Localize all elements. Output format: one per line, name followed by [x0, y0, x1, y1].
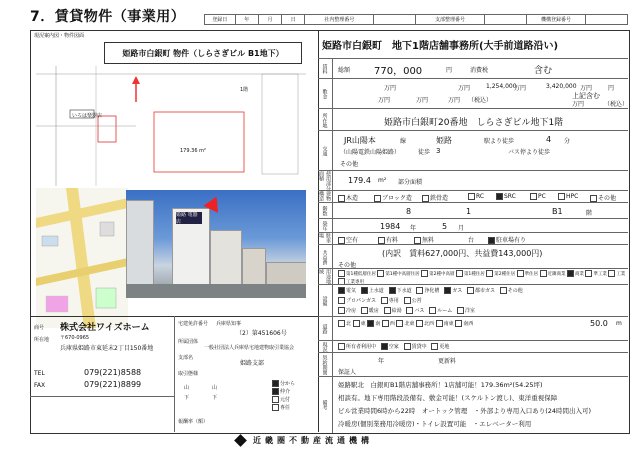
year-row	[318, 218, 628, 233]
reg-year: 年	[235, 14, 258, 25]
tax-value: 含む	[534, 66, 553, 76]
building-photo	[126, 190, 306, 298]
walk-unit: 分	[564, 138, 571, 145]
row2-tax-2: （税込）	[604, 101, 629, 108]
struct-rc: RC	[476, 193, 485, 200]
reg-branch: 支部整理番号	[415, 14, 484, 25]
registration-bar	[204, 14, 628, 25]
assoc-name: 一般社団法人兵庫県宅地建物取引業協会	[204, 345, 295, 351]
license-label: 宅建免許番号	[178, 321, 209, 327]
train-line-2: （山陽電鉄山陽姫路）	[340, 149, 401, 156]
rent-amount: 770，000	[374, 66, 423, 77]
area-unit: m²	[378, 177, 387, 184]
property-title: 姫路市白銀町 地下1階店舗事務所(大手前道路沿い)	[322, 41, 559, 52]
contract-label: 契約期間	[318, 353, 333, 377]
common-breakdown: (内訳 賃料627,000円、共益費143,000円)	[382, 249, 543, 258]
part-area-label: 部分面積	[398, 179, 423, 186]
month-value: 5	[442, 222, 448, 231]
line-suffix: 線	[400, 138, 407, 145]
deposit-row	[318, 78, 628, 109]
parking-unit: 台	[468, 237, 475, 244]
role-1: 山	[184, 385, 190, 391]
equip-line-2: プロパンガス 専用 公営	[338, 297, 422, 304]
logo-icon	[234, 434, 247, 447]
equip-label: 設備	[318, 285, 333, 317]
guarantee-value: 3,420,000	[546, 83, 577, 90]
role-3: 山	[212, 385, 218, 391]
included-note: 上記含む	[572, 92, 600, 100]
deposit-label: 敷金	[318, 79, 333, 109]
assoc-label: 所属団体	[178, 339, 199, 345]
bus-label: バス停より徒歩	[508, 149, 551, 156]
reg-org-val	[585, 14, 628, 25]
floors-row	[318, 202, 628, 219]
floor-unit: 階	[586, 210, 593, 217]
contract-row	[318, 352, 628, 377]
role-4: 下	[212, 395, 218, 401]
deposit-value: 1,254,000	[486, 83, 517, 90]
street-map	[36, 66, 306, 186]
structure-label: 建物構造	[318, 191, 331, 201]
struct-src: SRC	[504, 193, 516, 200]
deposit-unit-3: 万円	[514, 85, 527, 92]
map-section-label: 現況案内図・物件図面	[34, 33, 85, 39]
fee-mark-agent: 仲介	[280, 389, 291, 395]
other-cost-label: その他	[338, 262, 357, 269]
floor-of: B1	[552, 207, 563, 216]
fee-check-4[interactable]	[272, 404, 279, 411]
traffic-other-label: その他	[340, 161, 359, 168]
traffic-row	[318, 130, 628, 171]
reg-org: 機構登録番号	[526, 14, 586, 25]
row2-unit-3: 万円	[448, 97, 461, 104]
role-label: 取引態様	[178, 371, 199, 377]
floor-area: 179.36 m²	[180, 148, 206, 154]
floors-above: 8	[406, 207, 412, 216]
road-dirs: 北 東 南 西 北東 北西 南東 南西	[338, 320, 473, 327]
common-row	[318, 244, 628, 269]
company-name: 株式会社ワイズホーム	[60, 323, 150, 333]
common-label: 共益費	[318, 245, 333, 269]
branch-name: 姫路支部	[240, 360, 265, 367]
parking-opt-3: 無料	[422, 237, 435, 244]
walk-label: 駅より徒歩	[484, 138, 515, 145]
deposit-unit-2: 万円	[458, 85, 471, 92]
note-line-3: ビル営業時間6時から22時 オートック管理 ・外部より専用入口あり(24時間出入可)	[338, 407, 592, 415]
walk-minutes: 4	[546, 135, 552, 144]
parking-opt-5: 駐車場有り	[496, 237, 527, 244]
reg-month: 月	[258, 14, 281, 25]
walk2-label: 徒歩	[418, 149, 431, 156]
fee-mark-excl: 専任	[280, 405, 291, 411]
note-line-2: 相談有。地下専用階段設備有、敷金可能！(スケルトン渡し)、東洋重視保障	[338, 394, 558, 402]
map-mark-floor: 1階	[240, 87, 249, 93]
year-label: 築年	[318, 219, 333, 233]
road-unit: m	[616, 320, 622, 327]
rent-unit: 円	[446, 67, 453, 74]
reg-internal: 社内整理番号	[304, 14, 373, 25]
map-mark-shop: いろは楽器店	[72, 113, 103, 119]
parking-opt-2: 有料	[386, 237, 399, 244]
deposit-unit-4: 万円	[580, 85, 593, 92]
fee-marks	[272, 380, 295, 411]
fax-label: FAX	[34, 382, 46, 389]
renew-label: 更新料	[438, 358, 457, 365]
area-label: 使用部分面積	[318, 171, 331, 191]
tel-label: TEL	[34, 370, 45, 377]
fee-mark-origin: 元付	[280, 397, 291, 403]
branch-label: 支部名	[178, 355, 194, 361]
fax-number: 079(221)8899	[84, 380, 142, 389]
road-width: 50.0	[590, 319, 608, 328]
company-zip: 〒670-0965	[60, 335, 90, 341]
struct-block: ブロック造	[382, 195, 412, 202]
cond-list: 所有者利用中 空家 賃貸中 更地	[338, 343, 449, 350]
equip-line-3: 冷房 暖房 給湯 バス ルーム 洋室	[338, 307, 475, 314]
location-label: 所在地	[318, 109, 333, 131]
map-title: 姫路市白銀町 物件（しらさぎビル B1地下）	[104, 42, 302, 64]
location-row	[318, 108, 628, 131]
zone-label: 用途地域	[318, 269, 331, 284]
fee-check-1[interactable]	[272, 380, 279, 387]
train-line: JR山陽本	[344, 136, 376, 145]
row2-unit-2: 万円	[416, 97, 429, 104]
row2-unit-6: 万円	[572, 101, 585, 108]
fee-check-3[interactable]	[272, 396, 279, 403]
deposit-unit-1: 万円	[384, 85, 397, 92]
traffic-label: 交通	[318, 131, 333, 171]
equip-line-1: 電気 上水道 下水道 浄化槽 ガス 都市ガス その他	[338, 287, 523, 294]
struct-steel: 鉄骨造	[430, 195, 449, 202]
equip-row	[318, 284, 628, 317]
tel-number: 079(221)8588	[84, 368, 142, 377]
notes-row	[318, 376, 628, 433]
zone-row	[318, 268, 628, 285]
zone-list: 第1種低層住居 第1種中高層住居 第2種中高層 第1種住居 第2種住居 準住居 近隣商業 商業 準工業 工業 工業専用	[338, 270, 628, 286]
parking-label: 駐車場	[318, 233, 331, 243]
month-unit: 月	[458, 225, 465, 232]
reg-branch-val	[484, 14, 526, 25]
fee-check-2[interactable]	[272, 388, 279, 395]
road-label: 道路	[318, 317, 333, 341]
location-value: 姫路市白銀町20番地 しらさぎビル地下1階	[384, 118, 564, 128]
rent-type: 総額	[338, 67, 351, 74]
area-value: 179.4	[348, 176, 371, 185]
photo-sign: 姫路 電器店	[176, 212, 202, 224]
year-unit: 年	[410, 225, 417, 232]
license-pref: 兵庫県知事	[216, 321, 242, 327]
role-2: 下	[184, 395, 190, 401]
rent-label: 賃料	[318, 59, 333, 79]
area-row	[318, 170, 628, 191]
company-name-label: 商号	[34, 325, 45, 331]
fee-mark-range: 分から	[280, 381, 296, 387]
area-map	[36, 188, 128, 328]
company-address-label: 所在地	[34, 337, 50, 343]
note-line-4: 冷暖房(個別業務用冷暖房)・トイレ設置可能 ・エレベーター利用	[338, 420, 532, 428]
deposit-unit-5: 円	[608, 85, 615, 92]
struct-wood: 木造	[346, 195, 359, 202]
company-address: 兵庫県姫路市東延末2丁目150番地	[60, 345, 154, 352]
contract-year: 年	[378, 358, 385, 365]
station-name: 姫路	[436, 136, 452, 145]
guarantor-label: 保証人	[338, 369, 357, 376]
note-line-1: 姫路駅北 白銀町B1階店舗事務所！1店舗可能！179.36m²(54.25坪)	[338, 381, 543, 389]
struct-hpc: HPC	[566, 193, 579, 200]
footer	[236, 435, 373, 446]
floors-below: 1	[466, 207, 472, 216]
struct-other: その他	[598, 195, 617, 202]
tax-label: 消費税	[470, 67, 489, 74]
year-value: 1984	[380, 222, 401, 231]
road-row	[318, 316, 628, 341]
floors-label: 階数	[318, 203, 333, 219]
cond-label: 現況	[318, 341, 333, 353]
fee-label: 報酬率（額）	[178, 419, 209, 425]
notes-label: 備考	[318, 377, 333, 433]
rent-row	[318, 58, 628, 79]
license-number: （2）第451606号	[236, 330, 287, 337]
struct-pc: PC	[538, 193, 546, 200]
parking-opt-1: 空有	[346, 237, 359, 244]
reg-day: 日	[281, 14, 304, 25]
footer-text: 近畿圏不動産流通機構	[253, 436, 373, 445]
reg-internal-val	[373, 14, 415, 25]
row2-tax-1: （税込）	[468, 97, 493, 104]
walk2-minutes: 3	[436, 147, 441, 155]
reg-label-date: 登録日	[204, 14, 235, 25]
document-title: 7．賃貸物件（事業用）	[30, 9, 186, 25]
row2-unit-1: 万円	[378, 97, 391, 104]
